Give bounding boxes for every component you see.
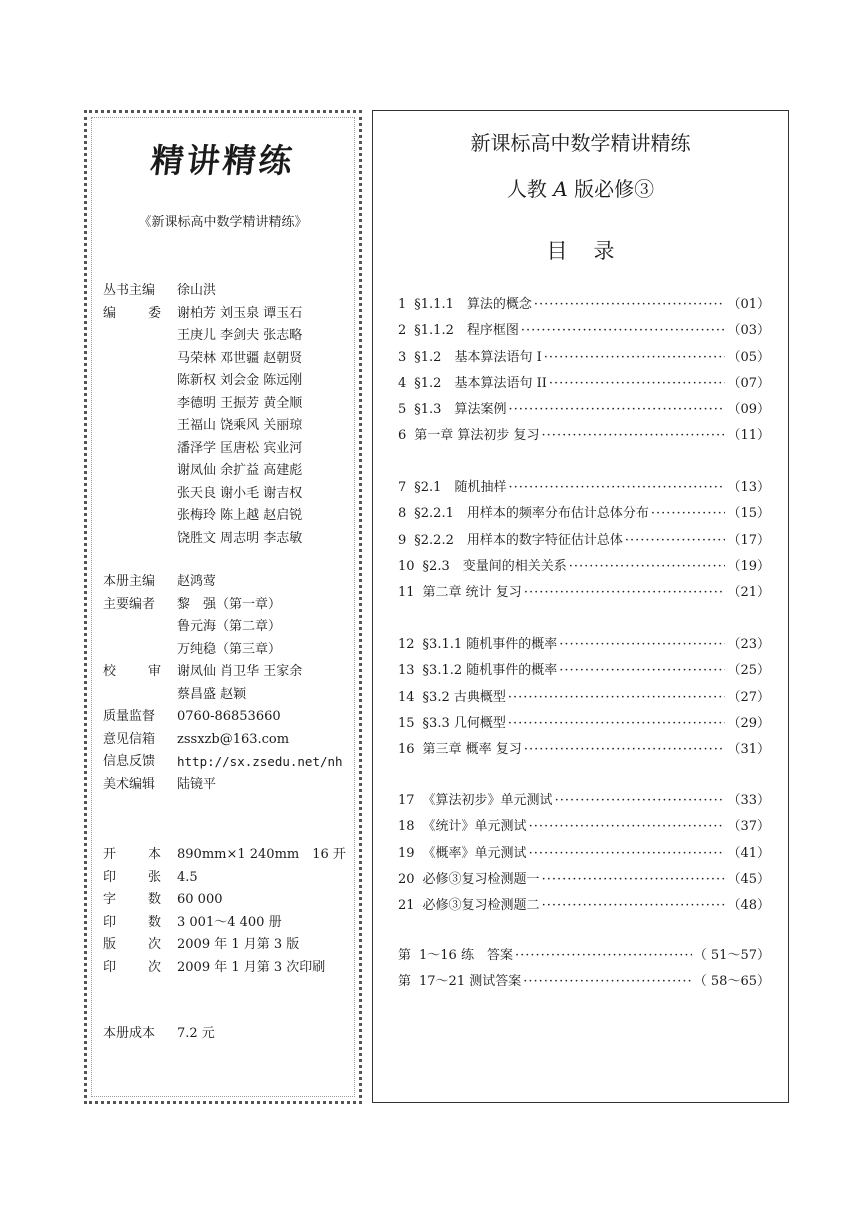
toc-entry-title: §3.3 几何概型 [422, 715, 506, 731]
toc-entry-number: 14 [398, 689, 415, 705]
toc-entry-number: 9 [398, 532, 407, 548]
committee-row: 张梅玲 陈上越 赵启锐 [177, 508, 303, 523]
brand-logo: 精讲精练 [148, 141, 297, 180]
main-editor-row: 鲁元海（第二章） [177, 619, 282, 634]
toc-entry-title: §1.2 基本算法语句 II [414, 375, 547, 391]
series-subtitle: 《新课标高中数学精讲精练》 [138, 215, 308, 230]
leader-dots [549, 371, 726, 397]
leader-dots [555, 788, 726, 814]
leader-dots [559, 658, 725, 684]
toc-entry [398, 893, 770, 919]
toc-entry-number: 10 [398, 558, 415, 574]
leader-dots [521, 318, 726, 344]
toc-entry [398, 292, 770, 318]
toc-entry [398, 632, 770, 658]
toc-entry-title: §3.1.2 随机事件的概率 [422, 663, 558, 679]
leader-dots [523, 969, 692, 995]
committee-row: 陈新权 刘会金 陈远刚 [177, 373, 303, 388]
spec-row: 印 张 4.5 [103, 869, 198, 885]
toc-entry-page: （21） [727, 585, 770, 601]
toc-entry-title: §3.1.1 随机事件的概率 [422, 637, 558, 652]
leader-dots [508, 397, 725, 423]
committee-row: 谢凤仙 余扩益 高建彪 [177, 463, 303, 478]
toc-entry-page: （41） [727, 845, 770, 861]
toc-entry-number: 11 [398, 585, 415, 601]
leader-dots [542, 423, 726, 449]
toc-entry-title: 17～21 测试答案 [419, 974, 522, 990]
toc-entry-page: （31） [727, 742, 770, 758]
toc-entry-page: （15） [727, 506, 770, 522]
toc-entry-number: 18 [398, 819, 415, 835]
toc-entry [398, 814, 770, 840]
toc-entry-title: 第三章 概率 复习 [422, 742, 522, 758]
toc-entry-number: 12 [398, 637, 415, 652]
toc-entry-page: （17） [727, 532, 770, 548]
toc-entry-page: （09） [727, 402, 770, 418]
toc-entry [398, 345, 770, 371]
toc-entry [398, 685, 770, 711]
spec-row: 印 数 3 001～4 400 册 [103, 914, 282, 930]
leader-dots [508, 711, 726, 737]
credit-art-editor: 美术编辑 陆镜平 [103, 776, 217, 792]
toc-entry [398, 788, 770, 814]
toc-group [398, 943, 770, 996]
book-subtitle: 人教 A 版必修③ [506, 177, 655, 201]
toc-entry-number: 第 [398, 974, 412, 990]
credit-email: 意见信箱 zssxzb@163.com [103, 731, 290, 747]
toc-entry-number: 19 [398, 845, 415, 861]
credit-cost: 本册成本 7.2 元 [103, 1026, 215, 1041]
committee-row: 王庚儿 李剑夫 张志略 [177, 328, 303, 343]
toc-entry-page: （29） [727, 715, 770, 731]
toc-group [398, 475, 770, 606]
toc-entry-title: §2.2.1 用样本的频率分布估计总体分布 [414, 506, 649, 522]
toc-entry-page: （45） [727, 871, 770, 887]
toc-entry-number: 17 [398, 793, 415, 808]
toc-entry-title: 《算法初步》单元测试 [422, 793, 553, 808]
leader-dots [515, 943, 692, 969]
toc-entry-number: 第 [398, 948, 412, 963]
toc-entry-number: 5 [398, 402, 407, 418]
toc-entry-page: （23） [727, 637, 770, 652]
toc-entry-title: 1～16 练 答案 [419, 948, 513, 963]
committee-row: 王福山 饶乘风 关丽琼 [177, 418, 303, 433]
cost-block [103, 1023, 353, 1046]
leader-dots [534, 292, 726, 318]
leader-dots [569, 554, 726, 580]
toc-entry [398, 711, 770, 737]
toc-entry [398, 318, 770, 344]
contents-panel [372, 110, 789, 1103]
toc-entry [398, 737, 770, 763]
toc-entry [398, 475, 770, 501]
toc-entry [398, 943, 770, 969]
toc-entry [398, 841, 770, 867]
toc-entry [398, 528, 770, 554]
toc-entry-number: 6 [398, 428, 407, 444]
leader-dots [625, 528, 726, 554]
toc-entry-number: 2 [398, 323, 407, 339]
leader-dots [542, 893, 726, 919]
credit-quality: 质量监督 0760-86853660 [103, 709, 281, 724]
toc-entry-number: 21 [398, 898, 415, 914]
leader-dots [524, 737, 726, 763]
toc-group [398, 788, 770, 919]
toc-entry-title: §2.1 随机抽样 [414, 480, 507, 495]
leader-dots [508, 685, 726, 711]
toc-entry-number: 7 [398, 480, 407, 495]
leader-dots [651, 501, 726, 527]
toc-entry-page: （05） [727, 349, 770, 365]
toc-group [398, 292, 770, 450]
toc-entry [398, 580, 770, 606]
toc-entry-number: 3 [398, 349, 407, 365]
editorial-credits [103, 280, 353, 550]
toc-entry-page: （11） [727, 428, 770, 444]
toc-entry-number: 8 [398, 506, 407, 522]
committee-row: 马荣林 邓世疆 赵朝贤 [177, 350, 303, 366]
leader-dots [542, 867, 726, 893]
toc-entry-title: §1.1.2 程序框图 [414, 323, 519, 339]
credit-series-editor: 丛书主编 徐山洪 [103, 283, 217, 298]
committee-row: 张天良 谢小毛 谢吉权 [177, 485, 303, 501]
committee-row: 潘泽学 匡唐松 宾业河 [177, 440, 303, 456]
leader-dots [529, 814, 726, 840]
toc-entry-number: 16 [398, 742, 415, 758]
toc-entry-page: （07） [727, 375, 770, 391]
proofread-row: 蔡昌盛 赵颖 [177, 686, 247, 702]
toc-entry [398, 397, 770, 423]
toc-entry [398, 658, 770, 684]
toc-entry [398, 969, 770, 995]
credit-committee: 编 委 谢柏芳 刘玉泉 谭玉石 [103, 305, 303, 321]
toc-entry [398, 554, 770, 580]
toc-entry-number: 1 [398, 297, 407, 312]
toc-entry-title: §1.1.1 算法的概念 [414, 297, 532, 312]
toc-entry-number: 20 [398, 871, 415, 887]
credits-panel [84, 110, 362, 1104]
toc-entry-title: 第二章 统计 复习 [422, 585, 522, 601]
toc-entry-page: （19） [727, 558, 770, 574]
committee-row: 李德明 王振芳 黄全顺 [177, 395, 303, 411]
toc-heading: 目录 [546, 239, 641, 263]
toc-entry-page: （ 51～57） [693, 948, 770, 963]
toc-entry-page: （33） [727, 793, 770, 808]
toc-entry-number: 15 [398, 715, 415, 731]
toc-entry-title: §1.2 基本算法语句 I [414, 349, 542, 365]
credit-feedback: 信息反馈 http://sx.zsedu.net/nh [103, 754, 343, 769]
leader-dots [559, 632, 725, 658]
toc-entry-number: 13 [398, 663, 415, 679]
toc-entry [398, 867, 770, 893]
leader-dots [524, 580, 726, 606]
toc-group [398, 632, 770, 763]
toc-entry-title: §2.2.2 用样本的数字特征估计总体 [414, 532, 623, 548]
spec-row: 印 次 2009 年 1 月第 3 次印刷 [103, 959, 326, 975]
toc-entry-title: 第一章 算法初步 复习 [414, 428, 540, 444]
toc-entry-title: §3.2 古典概型 [422, 689, 506, 705]
book-title: 新课标高中数学精讲精练 [470, 131, 691, 155]
toc-entry-title: 必修③复习检测题一 [422, 871, 540, 887]
toc-entry-title: §2.3 变量间的相关关系 [422, 558, 567, 574]
toc-entry [398, 423, 770, 449]
spec-row: 字 数 60 000 [103, 892, 223, 907]
toc-entry-page: （37） [727, 819, 770, 835]
leader-dots [544, 345, 726, 371]
credit-main-editors: 主要编者 黎 强（第一章） [103, 596, 282, 612]
toc-entry-page: （48） [727, 898, 770, 914]
main-editor-row: 万纯稳（第三章） [177, 641, 282, 657]
leader-dots [529, 841, 726, 867]
leader-dots [508, 475, 725, 501]
toc-entry [398, 501, 770, 527]
toc-entry-page: （25） [727, 663, 770, 679]
toc-entry-page: （13） [727, 480, 770, 495]
toc-entry-page: （01） [727, 297, 770, 312]
toc-entry-title: 《概率》单元测试 [422, 845, 527, 861]
print-specs [103, 844, 353, 979]
toc-entry-title: §1.3 算法案例 [414, 402, 507, 418]
toc-entry [398, 371, 770, 397]
credit-volume-editor: 本册主编 赵鸿莺 [103, 574, 217, 589]
toc-entry-page: （03） [727, 323, 770, 339]
spec-row: 开 本 890mm×1 240mm 16 开 [103, 847, 346, 862]
toc-entry-page: （ 58～65） [693, 974, 770, 990]
spec-row: 版 次 2009 年 1 月第 3 版 [103, 937, 300, 952]
committee-row: 饶胜文 周志明 李志敏 [177, 530, 303, 546]
credit-proofread: 校 审 谢凤仙 肖卫华 王家余 [103, 664, 303, 679]
toc-entry-title: 必修③复习检测题二 [422, 898, 540, 914]
toc-entry-title: 《统计》单元测试 [422, 819, 527, 835]
volume-credits [103, 571, 353, 796]
toc-entry-number: 4 [398, 375, 407, 391]
toc-entry-page: （27） [727, 689, 770, 705]
